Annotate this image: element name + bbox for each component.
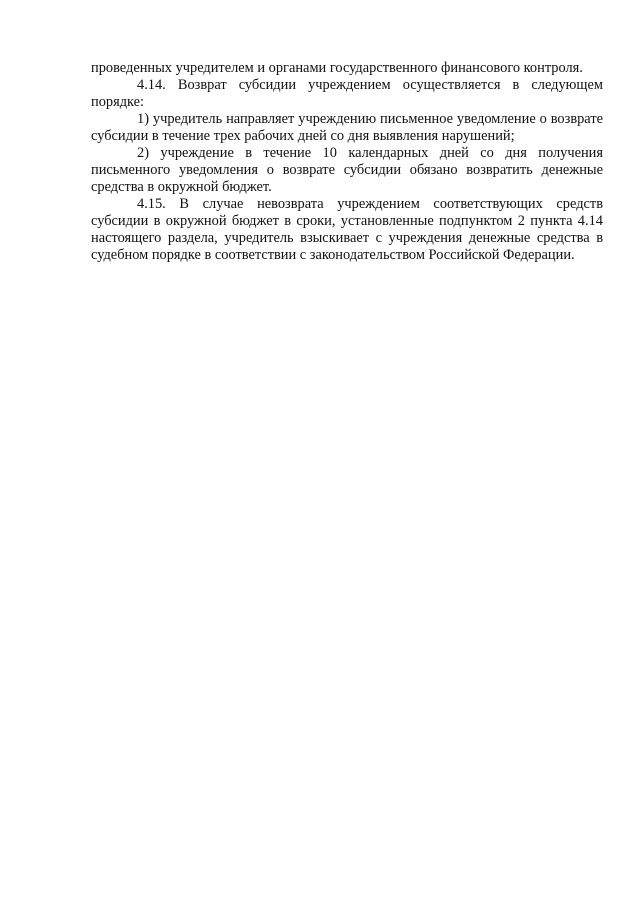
document-body	[91, 60, 603, 264]
paragraph-4-14-item-1: 1) учредитель направляет учреждению письменное уведомление о возврате субсидии в течение трех рабочих дней со дня выявления нарушений;	[91, 111, 603, 144]
paragraph-4-15: 4.15. В случае невозврата учреждением соответствующих средств субсидии в окружной бюджет в сроки, установленные подпунктом 2 пункта 4.14 настоящего раздела, учредитель взыскивает с учреждения денежные средства в судебном порядке в соответствии с законодательством Российской Федерации.	[91, 196, 603, 263]
paragraph-4-14: 4.14. Возврат субсидии учреждением осуществляется в следующем порядке:	[91, 77, 603, 110]
paragraph-4-14-item-2: 2) учреждение в течение 10 календарных дней со дня получения письменного уведомления о возврате субсидии обязано возвратить денежные средства в окружной бюджет.	[91, 145, 603, 195]
paragraph-continuation: проведенных учредителем и органами государственного финансового контроля.	[91, 60, 583, 76]
